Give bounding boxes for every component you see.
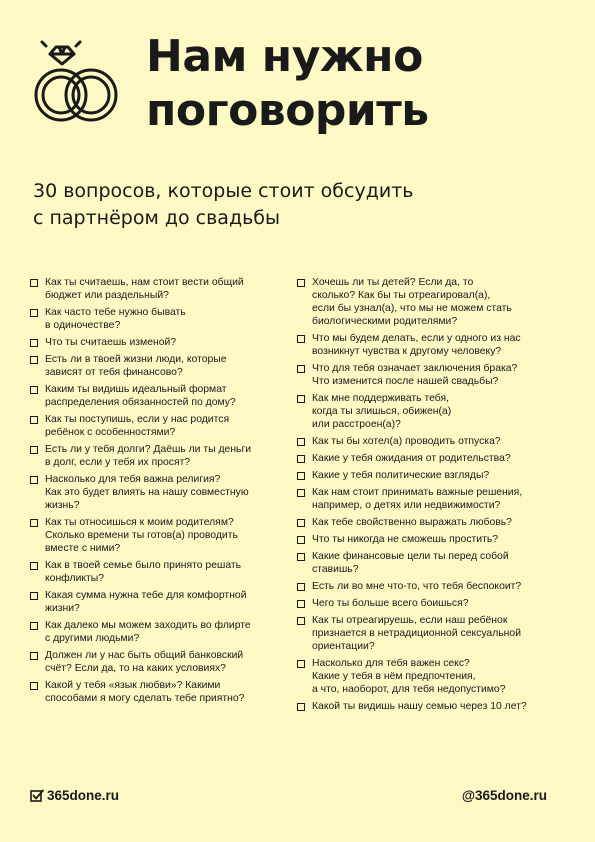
question-line: ставишь? bbox=[312, 564, 359, 575]
question-text bbox=[312, 362, 517, 388]
question-text bbox=[312, 392, 451, 431]
question-line: биологическими родителями? bbox=[312, 316, 458, 327]
question-item bbox=[30, 679, 280, 705]
question-text bbox=[312, 614, 521, 653]
checkbox[interactable] bbox=[30, 562, 38, 570]
question-text bbox=[45, 306, 186, 332]
question-item bbox=[30, 353, 280, 379]
checkbox[interactable] bbox=[30, 476, 38, 484]
question-item bbox=[297, 516, 559, 529]
checkbox[interactable] bbox=[30, 652, 38, 660]
checkbox[interactable] bbox=[30, 279, 38, 287]
subtitle-line: 30 вопросов, которые стоит обсудить bbox=[33, 180, 414, 202]
question-line: Как ты бы хотел(а) проводить отпуска? bbox=[312, 436, 501, 447]
question-line: Как это будет влиять на нашу совместную bbox=[45, 487, 249, 498]
wedding-rings-logo bbox=[28, 30, 132, 134]
question-text bbox=[312, 435, 501, 448]
question-item bbox=[297, 486, 559, 512]
checkbox[interactable] bbox=[30, 416, 38, 424]
question-line: возникнут чувства к другому человеку? bbox=[312, 346, 502, 357]
question-text bbox=[312, 533, 498, 546]
checkbox[interactable] bbox=[297, 455, 305, 463]
question-line: с другими людьми? bbox=[45, 633, 140, 644]
question-text bbox=[312, 580, 521, 593]
question-line: Хочешь ли ты детей? Если да, то bbox=[312, 277, 474, 288]
checkbox-check-icon bbox=[30, 789, 44, 803]
checkbox[interactable] bbox=[297, 536, 305, 544]
question-text bbox=[45, 559, 241, 585]
question-item bbox=[297, 452, 559, 465]
question-item bbox=[30, 383, 280, 409]
question-line: ориентации? bbox=[312, 641, 375, 652]
checkbox[interactable] bbox=[30, 592, 38, 600]
question-text bbox=[312, 452, 511, 465]
checkbox[interactable] bbox=[297, 703, 305, 711]
question-line: ребёнок с особенностями? bbox=[45, 427, 176, 438]
question-text bbox=[45, 679, 244, 705]
question-line: Как нам стоит принимать важные решения, bbox=[312, 487, 523, 498]
question-text bbox=[312, 657, 505, 696]
footer-site bbox=[30, 788, 119, 803]
question-line: Насколько для тебя важен секс? bbox=[312, 658, 470, 669]
checkbox[interactable] bbox=[30, 309, 38, 317]
question-text bbox=[45, 383, 236, 409]
question-line: бюджет или раздельный? bbox=[45, 290, 169, 301]
question-line: жизнь? bbox=[45, 500, 80, 511]
question-line: признается в нетрадиционной сексуальной bbox=[312, 628, 522, 639]
question-text bbox=[45, 589, 247, 615]
question-text bbox=[312, 469, 489, 482]
question-item bbox=[297, 597, 559, 610]
question-line: Что для тебя означает заключения брака? bbox=[312, 363, 518, 374]
checkbox[interactable] bbox=[297, 519, 305, 527]
question-item bbox=[297, 614, 559, 653]
question-item bbox=[297, 435, 559, 448]
question-line: Как ты поступишь, если у нас родится bbox=[45, 414, 230, 425]
question-item bbox=[297, 362, 559, 388]
question-item bbox=[30, 276, 280, 302]
question-line: Как тебе свойственно выражать любовь? bbox=[312, 517, 512, 528]
question-item bbox=[30, 516, 280, 555]
question-line: Как далеко мы можем заходить во флирте bbox=[45, 620, 251, 631]
question-line: в одиночестве? bbox=[45, 320, 121, 331]
question-line: Какие у тебя политические взгляды? bbox=[312, 470, 490, 481]
checkbox[interactable] bbox=[297, 583, 305, 591]
question-text bbox=[45, 619, 251, 645]
checkbox[interactable] bbox=[297, 660, 305, 668]
checkbox[interactable] bbox=[30, 446, 38, 454]
question-line: Какая сумма нужна тебе для комфортной bbox=[45, 590, 247, 601]
question-line: Как ты считаешь, нам стоит вести общий bbox=[45, 277, 244, 288]
checkbox[interactable] bbox=[297, 438, 305, 446]
question-text bbox=[45, 353, 227, 379]
question-line: или расстроен(а)? bbox=[312, 419, 401, 430]
checkbox[interactable] bbox=[30, 622, 38, 630]
questions-column-left bbox=[30, 276, 280, 709]
question-line: конфликты? bbox=[45, 573, 105, 584]
checkbox[interactable] bbox=[30, 339, 38, 347]
question-line: Есть ли в твоей жизни люди, которые bbox=[45, 354, 227, 365]
question-item bbox=[30, 589, 280, 615]
question-line: Как мне поддерживать тебя, bbox=[312, 393, 449, 404]
question-text bbox=[312, 700, 527, 713]
question-text bbox=[312, 550, 509, 576]
question-text bbox=[45, 649, 243, 675]
page-subtitle bbox=[33, 178, 553, 232]
checkbox[interactable] bbox=[30, 356, 38, 364]
checkbox[interactable] bbox=[297, 395, 305, 403]
question-item bbox=[297, 276, 559, 328]
question-line: распределения обязанностей по дому? bbox=[45, 397, 236, 408]
checkbox[interactable] bbox=[297, 472, 305, 480]
question-item bbox=[30, 443, 280, 469]
question-line: вместе с ними? bbox=[45, 543, 121, 554]
footer-handle: @365done.ru bbox=[461, 788, 547, 803]
checkbox[interactable] bbox=[297, 600, 305, 608]
question-item bbox=[30, 336, 280, 349]
question-line: Должен ли у нас быть общий банковский bbox=[45, 650, 244, 661]
question-text bbox=[312, 486, 522, 512]
question-item bbox=[30, 306, 280, 332]
question-line: Какой у тебя «язык любви»? Какими bbox=[45, 680, 221, 691]
question-text bbox=[312, 332, 521, 358]
question-line: жизни? bbox=[45, 603, 80, 614]
question-text bbox=[45, 473, 249, 512]
question-line: Какие финансовые цели ты перед собой bbox=[312, 551, 509, 562]
question-item bbox=[30, 559, 280, 585]
question-item bbox=[297, 580, 559, 593]
checkbox[interactable] bbox=[30, 682, 38, 690]
question-line: Что ты никогда не сможешь простить? bbox=[312, 534, 499, 545]
question-line: Что изменится после нашей свадьбы? bbox=[312, 376, 499, 387]
question-text bbox=[312, 276, 512, 328]
question-text bbox=[45, 336, 176, 349]
question-line: а что, наоборот, для тебя недопустимо? bbox=[312, 684, 506, 695]
question-line: Чего ты больше всего боишься? bbox=[312, 598, 469, 609]
question-line: например, о детях или недвижимости? bbox=[312, 500, 501, 511]
checkbox[interactable] bbox=[297, 553, 305, 561]
questions-column-right bbox=[297, 276, 559, 717]
question-text bbox=[312, 516, 512, 529]
checkbox[interactable] bbox=[30, 386, 38, 394]
page-title bbox=[146, 30, 566, 138]
question-line: сколько? Как бы ты отреагировал(а), bbox=[312, 290, 491, 301]
question-text bbox=[45, 413, 229, 439]
question-item bbox=[297, 657, 559, 696]
checkbox[interactable] bbox=[297, 617, 305, 625]
title-line: Нам нужно bbox=[146, 31, 423, 82]
question-item bbox=[30, 413, 280, 439]
question-item bbox=[297, 332, 559, 358]
question-line: способами я могу сделать тебе приятно? bbox=[45, 693, 245, 704]
question-text bbox=[45, 516, 238, 555]
checkbox[interactable] bbox=[297, 365, 305, 373]
question-line: Что мы будем делать, если у одного из нас bbox=[312, 333, 521, 344]
checkbox[interactable] bbox=[297, 335, 305, 343]
question-line: Как ты относишься к моим родителям? bbox=[45, 517, 234, 528]
checkbox[interactable] bbox=[297, 489, 305, 497]
question-line: если бы узнал(а), что мы не можем стать bbox=[312, 303, 512, 314]
question-line: Какой ты видишь нашу семью через 10 лет? bbox=[312, 701, 527, 712]
title-line: поговорить bbox=[146, 85, 429, 136]
question-item bbox=[30, 649, 280, 675]
question-item bbox=[297, 469, 559, 482]
checkbox[interactable] bbox=[30, 519, 38, 527]
footer-site-text: 365done.ru bbox=[47, 788, 120, 803]
question-line: Как часто тебе нужно бывать bbox=[45, 307, 186, 318]
question-line: зависят от тебя финансово? bbox=[45, 367, 183, 378]
question-line: Каким ты видишь идеальный формат bbox=[45, 384, 227, 395]
question-line: Насколько для тебя важна религия? bbox=[45, 474, 221, 485]
question-item bbox=[297, 533, 559, 546]
question-text bbox=[45, 443, 251, 469]
question-line: когда ты злишься, обижен(а) bbox=[312, 406, 452, 417]
question-item bbox=[297, 700, 559, 713]
question-item bbox=[30, 473, 280, 512]
question-line: в долг, если у тебя их просят? bbox=[45, 457, 191, 468]
question-line: счёт? Если да, то на каких условиях? bbox=[45, 663, 226, 674]
question-line: Как в твоей семье было принято решать bbox=[45, 560, 242, 571]
question-line: Есть ли во мне что-то, что тебя беспокоит? bbox=[312, 581, 522, 592]
question-line: Сколько времени ты готов(а) проводить bbox=[45, 530, 238, 541]
question-line: Как ты отреагируешь, если наш ребёнок bbox=[312, 615, 508, 626]
question-line: Есть ли у тебя долги? Даёшь ли ты деньги bbox=[45, 444, 252, 455]
question-text bbox=[312, 597, 469, 610]
question-line: Какие у тебя в нём предпочтения, bbox=[312, 671, 476, 682]
checkbox[interactable] bbox=[297, 279, 305, 287]
subtitle-line: с партнёром до свадьбы bbox=[33, 207, 280, 229]
question-line: Какие у тебя ожидания от родительства? bbox=[312, 453, 511, 464]
question-line: Что ты считаешь изменой? bbox=[45, 337, 177, 348]
question-item bbox=[297, 392, 559, 431]
question-item bbox=[297, 550, 559, 576]
question-text bbox=[45, 276, 244, 302]
question-item bbox=[30, 619, 280, 645]
